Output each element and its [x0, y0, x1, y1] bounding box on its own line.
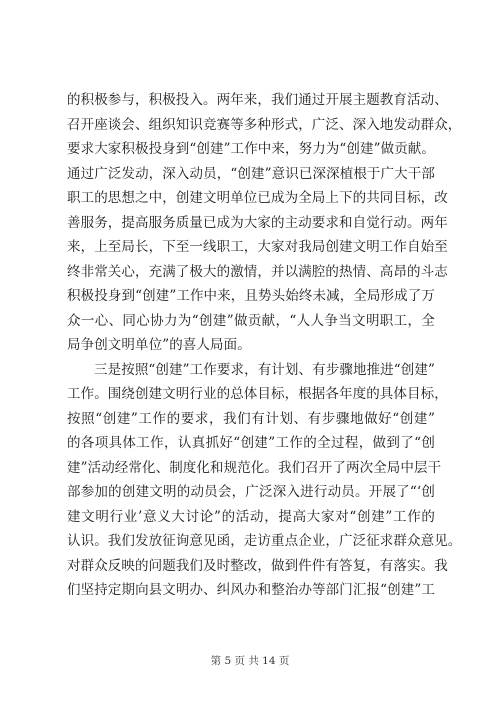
text-line: 职工的思想之中，创建文明单位已成为全局上下的共同目标，改 [67, 190, 448, 206]
text-line: 建”活动经常化、制度化和规范化。我们召开了两次全局中层干 [67, 459, 442, 476]
text-line: 善服务，提高服务质量已成为大家的主动要求和自觉行动。两年 [67, 214, 448, 231]
text-line: 终非常关心，充满了极大的激情，并以满腔的热情、高昂的斗志 [67, 263, 448, 280]
text-line: 来，上至局长，下至一线职工，大家对我局创建文明工作自始至 [67, 239, 448, 255]
text-line: 们坚持定期向县文明办、纠风办和整治办等部门汇报“创建”工 [67, 582, 435, 598]
document-body [67, 88, 462, 603]
text-line: 的各项具体工作，认真抓好“创建”工作的全过程，做到了“创 [67, 435, 435, 451]
text-line: 召开座谈会、组织知识竞赛等多种形式，广泛、深入地发动群众， [67, 116, 462, 133]
page-number: 第 5 页 共 14 页 [210, 655, 290, 667]
paragraph-2 [67, 358, 462, 603]
paragraph-1 [67, 88, 462, 358]
text-line: 积极投身到“创建”工作中来，且势头始终未减，全局形成了万 [67, 288, 435, 304]
text-line: 工作。围绕创建文明行业的总体目标，根据各年度的具体目标， [67, 386, 448, 402]
text-line: 要求大家积极投身到“创建”工作中来，努力为“创建”做贡献。 [67, 141, 436, 157]
text-line: 认识。我们发放征询意见函，走访重点企业，广泛征求群众意见。 [67, 533, 462, 549]
text-line: 按照“创建”工作的要求，我们有计划、有步骤地做好“创建” [67, 410, 435, 427]
text-line: 局争创文明单位”的喜人局面。 [67, 337, 251, 353]
text-line: 对群众反映的问题我们及时整改，做到件件有答复，有落实。我 [67, 557, 448, 574]
text-line: 通过广泛发动，深入动员，“创建”意识已深深植根于广大干部 [67, 165, 435, 182]
text-line: 众一心、同心协力为“创建”做贡献，“人人争当文明职工，全 [67, 312, 435, 329]
text-line: 部参加的创建文明的动员会，广泛深入进行动员。开展了“‘创 [67, 484, 435, 500]
text-line: 建文明行业’意义大讨论”的活动，提高大家对“创建”工作的 [67, 508, 435, 525]
text-line: 的积极参与，积极投入。两年来，我们通过开展主题教育活动、 [67, 92, 448, 108]
page-footer [0, 653, 500, 668]
text-line: 三是按照“创建”工作要求，有计划、有步骤地推进“创建” [94, 361, 435, 378]
